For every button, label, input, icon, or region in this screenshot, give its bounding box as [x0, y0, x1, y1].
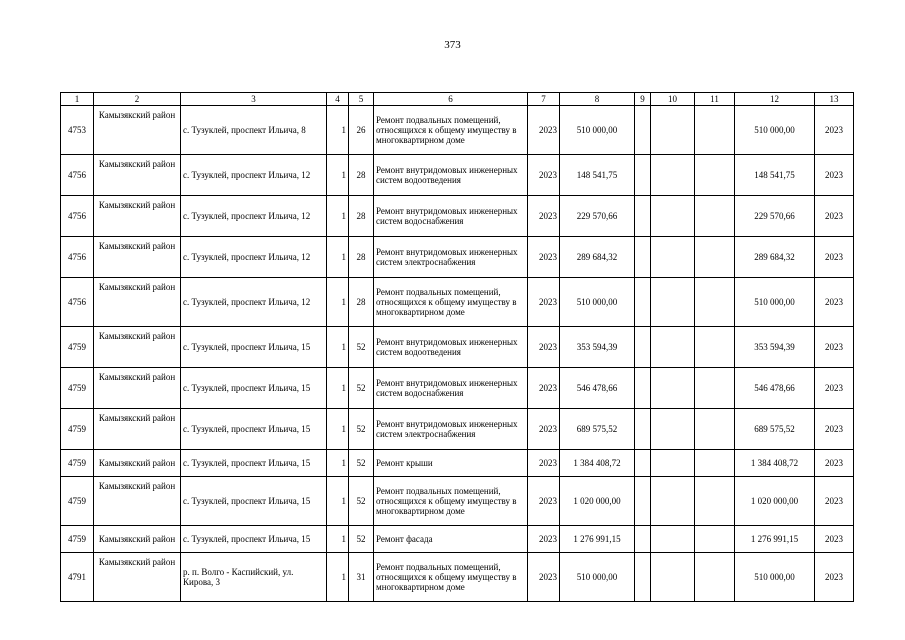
cell-col-9: [635, 327, 651, 368]
cell-col-13: 2023: [815, 526, 854, 553]
table-row: [61, 106, 854, 155]
table-row: [61, 196, 854, 237]
cell-col-4: 1: [327, 368, 349, 409]
cell-col-6: Ремонт подвальных помещений, относящихся к общему имуществу в многоквартирном доме: [374, 278, 528, 327]
cell-col-11: [695, 477, 735, 526]
cell-col-7: 2023: [528, 477, 560, 526]
cell-col-9: [635, 450, 651, 477]
cell-col-5: 28: [349, 155, 374, 196]
table-row: [61, 155, 854, 196]
cell-col-3: с. Тузуклей, проспект Ильича, 12: [181, 196, 327, 237]
cell-col-2: Камызякский район: [94, 368, 181, 409]
page-number: 373: [444, 39, 461, 51]
cell-col-3: с. Тузуклей, проспект Ильича, 12: [181, 155, 327, 196]
cell-col-8: 353 594,39: [560, 327, 635, 368]
cell-col-11: [695, 237, 735, 278]
table-row: [61, 450, 854, 477]
cell-col-5: 28: [349, 278, 374, 327]
cell-col-5: 52: [349, 327, 374, 368]
cell-col-3: с. Тузуклей, проспект Ильича, 15: [181, 327, 327, 368]
cell-col-12: 229 570,66: [735, 196, 815, 237]
cell-col-8: 1 276 991,15: [560, 526, 635, 553]
cell-col-11: [695, 553, 735, 602]
cell-col-7: 2023: [528, 368, 560, 409]
cell-col-1: 4759: [61, 450, 94, 477]
cell-col-9: [635, 278, 651, 327]
capital-repair-table: [60, 92, 854, 602]
cell-col-12: 1 020 000,00: [735, 477, 815, 526]
cell-col-13: 2023: [815, 237, 854, 278]
cell-col-12: 353 594,39: [735, 327, 815, 368]
cell-col-6: Ремонт внутридомовых инженерных систем водоотведения: [374, 327, 528, 368]
cell-col-2: Камызякский район: [94, 155, 181, 196]
cell-col-4: 1: [327, 477, 349, 526]
column-header-12: 12: [735, 93, 815, 106]
cell-col-3: с. Тузуклей, проспект Ильича, 15: [181, 477, 327, 526]
table-row: [61, 237, 854, 278]
cell-col-8: 229 570,66: [560, 196, 635, 237]
cell-col-5: 52: [349, 477, 374, 526]
table-row: [61, 409, 854, 450]
cell-col-5: 28: [349, 196, 374, 237]
cell-col-6: Ремонт внутридомовых инженерных систем электроснабжения: [374, 237, 528, 278]
table-row: [61, 278, 854, 327]
cell-col-5: 26: [349, 106, 374, 155]
cell-col-11: [695, 526, 735, 553]
cell-col-13: 2023: [815, 106, 854, 155]
cell-col-3: с. Тузуклей, проспект Ильича, 12: [181, 278, 327, 327]
cell-col-5: 52: [349, 368, 374, 409]
cell-col-10: [651, 106, 695, 155]
cell-col-3: с. Тузуклей, проспект Ильича, 15: [181, 409, 327, 450]
cell-col-6: Ремонт внутридомовых инженерных систем электроснабжения: [374, 409, 528, 450]
cell-col-2: Камызякский район: [94, 553, 181, 602]
cell-col-10: [651, 477, 695, 526]
cell-col-7: 2023: [528, 196, 560, 237]
cell-col-9: [635, 155, 651, 196]
column-header-6: 6: [374, 93, 528, 106]
cell-col-4: 1: [327, 196, 349, 237]
cell-col-11: [695, 327, 735, 368]
cell-col-2: Камызякский район: [94, 196, 181, 237]
column-header-4: 4: [327, 93, 349, 106]
cell-col-13: 2023: [815, 477, 854, 526]
column-header-13: 13: [815, 93, 854, 106]
cell-col-11: [695, 278, 735, 327]
cell-col-9: [635, 409, 651, 450]
cell-col-10: [651, 526, 695, 553]
cell-col-9: [635, 553, 651, 602]
cell-col-13: 2023: [815, 450, 854, 477]
cell-col-7: 2023: [528, 327, 560, 368]
cell-col-13: 2023: [815, 368, 854, 409]
cell-col-2: Камызякский район: [94, 450, 181, 477]
cell-col-13: 2023: [815, 196, 854, 237]
header-row: [61, 93, 854, 106]
cell-col-9: [635, 526, 651, 553]
cell-col-6: Ремонт фасада: [374, 526, 528, 553]
cell-col-8: 510 000,00: [560, 106, 635, 155]
cell-col-11: [695, 450, 735, 477]
column-header-2: 2: [94, 93, 181, 106]
cell-col-3: р. п. Волго - Каспийский, ул. Кирова, 3: [181, 553, 327, 602]
cell-col-1: 4759: [61, 368, 94, 409]
cell-col-10: [651, 409, 695, 450]
cell-col-8: 510 000,00: [560, 553, 635, 602]
cell-col-6: Ремонт внутридомовых инженерных систем водоснабжения: [374, 368, 528, 409]
cell-col-4: 1: [327, 526, 349, 553]
table-row: [61, 477, 854, 526]
cell-col-10: [651, 196, 695, 237]
column-header-3: 3: [181, 93, 327, 106]
cell-col-1: 4791: [61, 553, 94, 602]
cell-col-12: 510 000,00: [735, 106, 815, 155]
cell-col-8: 289 684,32: [560, 237, 635, 278]
cell-col-3: с. Тузуклей, проспект Ильича, 15: [181, 526, 327, 553]
cell-col-4: 1: [327, 327, 349, 368]
cell-col-2: Камызякский район: [94, 278, 181, 327]
cell-col-5: 52: [349, 450, 374, 477]
table-body: [61, 106, 854, 602]
cell-col-1: 4756: [61, 278, 94, 327]
cell-col-9: [635, 237, 651, 278]
cell-col-7: 2023: [528, 106, 560, 155]
cell-col-6: Ремонт подвальных помещений, относящихся к общему имуществу в многоквартирном доме: [374, 477, 528, 526]
cell-col-7: 2023: [528, 155, 560, 196]
cell-col-12: 689 575,52: [735, 409, 815, 450]
cell-col-12: 289 684,32: [735, 237, 815, 278]
cell-col-9: [635, 196, 651, 237]
cell-col-5: 52: [349, 409, 374, 450]
column-header-10: 10: [651, 93, 695, 106]
cell-col-9: [635, 368, 651, 409]
cell-col-10: [651, 553, 695, 602]
cell-col-9: [635, 106, 651, 155]
cell-col-10: [651, 368, 695, 409]
cell-col-8: 510 000,00: [560, 278, 635, 327]
cell-col-8: 1 020 000,00: [560, 477, 635, 526]
cell-col-12: 1 384 408,72: [735, 450, 815, 477]
cell-col-6: Ремонт внутридомовых инженерных систем водоснабжения: [374, 196, 528, 237]
cell-col-1: 4759: [61, 526, 94, 553]
cell-col-3: с. Тузуклей, проспект Ильича, 15: [181, 450, 327, 477]
cell-col-11: [695, 196, 735, 237]
column-header-7: 7: [528, 93, 560, 106]
cell-col-8: 689 575,52: [560, 409, 635, 450]
cell-col-9: [635, 477, 651, 526]
cell-col-4: 1: [327, 155, 349, 196]
cell-col-10: [651, 237, 695, 278]
table-row: [61, 327, 854, 368]
cell-col-4: 1: [327, 237, 349, 278]
column-header-8: 8: [560, 93, 635, 106]
cell-col-5: 31: [349, 553, 374, 602]
cell-col-11: [695, 155, 735, 196]
cell-col-11: [695, 106, 735, 155]
cell-col-2: Камызякский район: [94, 477, 181, 526]
cell-col-7: 2023: [528, 450, 560, 477]
cell-col-12: 1 276 991,15: [735, 526, 815, 553]
cell-col-12: 148 541,75: [735, 155, 815, 196]
cell-col-11: [695, 368, 735, 409]
cell-col-10: [651, 327, 695, 368]
cell-col-2: Камызякский район: [94, 526, 181, 553]
column-header-11: 11: [695, 93, 735, 106]
cell-col-7: 2023: [528, 409, 560, 450]
cell-col-12: 546 478,66: [735, 368, 815, 409]
cell-col-2: Камызякский район: [94, 106, 181, 155]
cell-col-6: Ремонт крыши: [374, 450, 528, 477]
cell-col-5: 52: [349, 526, 374, 553]
cell-col-13: 2023: [815, 327, 854, 368]
cell-col-4: 1: [327, 450, 349, 477]
cell-col-2: Камызякский район: [94, 327, 181, 368]
cell-col-3: с. Тузуклей, проспект Ильича, 12: [181, 237, 327, 278]
cell-col-7: 2023: [528, 553, 560, 602]
cell-col-3: с. Тузуклей, проспект Ильича, 15: [181, 368, 327, 409]
cell-col-12: 510 000,00: [735, 278, 815, 327]
cell-col-6: Ремонт подвальных помещений, относящихся к общему имуществу в многоквартирном доме: [374, 106, 528, 155]
cell-col-10: [651, 155, 695, 196]
cell-col-13: 2023: [815, 553, 854, 602]
cell-col-4: 1: [327, 409, 349, 450]
cell-col-13: 2023: [815, 278, 854, 327]
cell-col-6: Ремонт внутридомовых инженерных систем водоотведения: [374, 155, 528, 196]
table-row: [61, 553, 854, 602]
cell-col-2: Камызякский район: [94, 237, 181, 278]
column-header-1: 1: [61, 93, 94, 106]
cell-col-1: 4753: [61, 106, 94, 155]
cell-col-13: 2023: [815, 409, 854, 450]
cell-col-3: с. Тузуклей, проспект Ильича, 8: [181, 106, 327, 155]
cell-col-13: 2023: [815, 155, 854, 196]
cell-col-7: 2023: [528, 278, 560, 327]
cell-col-11: [695, 409, 735, 450]
cell-col-5: 28: [349, 237, 374, 278]
cell-col-1: 4756: [61, 155, 94, 196]
cell-col-4: 1: [327, 553, 349, 602]
cell-col-4: 1: [327, 278, 349, 327]
table-row: [61, 368, 854, 409]
cell-col-12: 510 000,00: [735, 553, 815, 602]
cell-col-8: 1 384 408,72: [560, 450, 635, 477]
cell-col-8: 546 478,66: [560, 368, 635, 409]
cell-col-6: Ремонт подвальных помещений, относящихся к общему имуществу в многоквартирном доме: [374, 553, 528, 602]
cell-col-1: 4759: [61, 327, 94, 368]
cell-col-1: 4756: [61, 237, 94, 278]
cell-col-7: 2023: [528, 526, 560, 553]
cell-col-2: Камызякский район: [94, 409, 181, 450]
cell-col-8: 148 541,75: [560, 155, 635, 196]
cell-col-7: 2023: [528, 237, 560, 278]
cell-col-1: 4759: [61, 409, 94, 450]
table-row: [61, 526, 854, 553]
column-header-5: 5: [349, 93, 374, 106]
cell-col-10: [651, 450, 695, 477]
column-header-9: 9: [635, 93, 651, 106]
cell-col-10: [651, 278, 695, 327]
cell-col-1: 4756: [61, 196, 94, 237]
cell-col-1: 4759: [61, 477, 94, 526]
cell-col-4: 1: [327, 106, 349, 155]
